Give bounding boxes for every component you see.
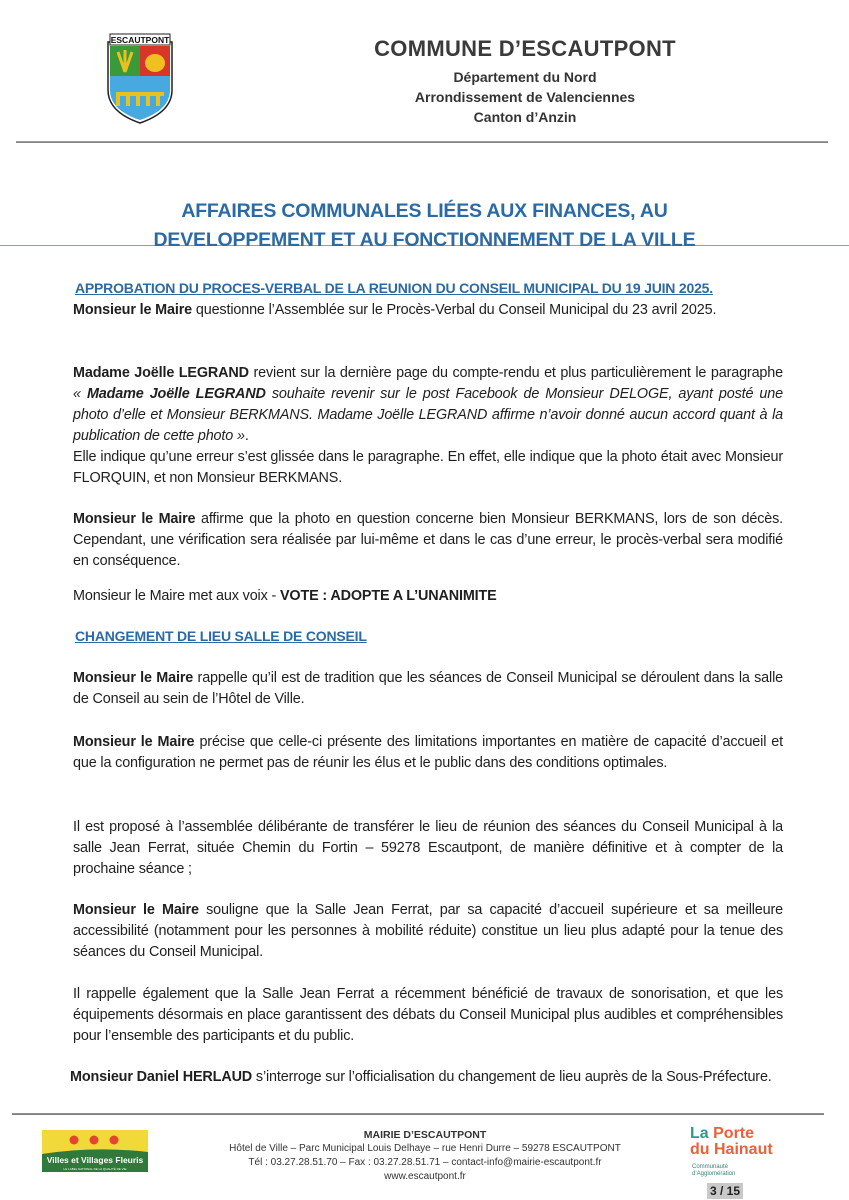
quoted-text: [73, 386, 783, 444]
speaker-name: Monsieur le Maire: [73, 734, 195, 750]
paragraph-10: [73, 984, 783, 1047]
header-arrondissement: Arrondissement de Valenciennes: [414, 89, 636, 105]
paragraph-text: s’interroge sur l’officialisation du changement de lieu auprès de la Sous-Préfecture.: [252, 1069, 772, 1085]
lph-porte: Porte: [713, 1125, 755, 1142]
flower-icon: [110, 1136, 119, 1145]
paragraph-7: [73, 732, 783, 774]
paragraph-text: Il rappelle également que la Salle Jean Ferrat a récemment bénéficié de travaux de sonorisation, et que les équipements désormais en place garantissent des débats du Conseil Municipal plus audibles et compréhensibles pour l’ensemble des participants et du public.: [73, 986, 783, 1044]
paragraph-4: [73, 509, 783, 572]
flower-icon: [70, 1136, 79, 1145]
paragraph-3: [73, 447, 783, 489]
footer-mairie-title: MAIRIE D’ESCAUTPONT: [363, 1129, 487, 1141]
commune-title: COMMUNE D’ESCAUTPONT: [374, 36, 676, 61]
page-number: 3 / 15: [707, 1183, 743, 1199]
paragraph-text: rappelle qu’il est de tradition que les séances de Conseil Municipal se déroulent dans la salle de Conseil au sein de l’Hôtel de Ville.: [73, 670, 783, 707]
footer-divider: [12, 1113, 824, 1115]
lph-sub1: Communauté: [692, 1164, 729, 1170]
vote-outcome: VOTE : ADOPTE A L’UNANIMITE: [279, 588, 497, 604]
paragraph-1: [73, 300, 783, 321]
vvf-logo-text: Villes et Villages Fleuris: [46, 1155, 144, 1165]
paragraph-text: Monsieur le Maire met aux voix -: [73, 588, 280, 604]
vvf-logo-subtext: LE LABEL NATIONAL DE LA QUALITÉ DE VIE: [63, 1167, 127, 1171]
crest-label: ESCAUTPONT: [110, 35, 170, 45]
lph-line2: [690, 1142, 780, 1158]
paragraph-text: affirme que la photo en question concerne bien Monsieur BERKMANS, lors de son décès. Cependant, une vérification sera réalisée par lui-même et dans le cas d’une erreur, le procès-verbal sera modifié en conséquence.: [73, 511, 783, 569]
vote-result: [73, 586, 783, 607]
footer-website[interactable]: www.escautpont.fr: [384, 1171, 466, 1182]
section-title-line2: DEVELOPPEMENT ET AU FONCTIONNEMENT DE LA VILLE: [153, 229, 696, 251]
paragraph-6: [73, 668, 783, 710]
paragraph-9: [73, 900, 783, 963]
quoted-speaker: Madame Joëlle LEGRAND: [86, 386, 266, 402]
lph-hainaut: Hainaut: [714, 1141, 773, 1158]
paragraph-text: précise que celle-ci présente des limitations importantes en matière de capacité d’accueil et que la configuration ne permet pas de réunir les élus et le public dans des conditions optimales.: [73, 734, 783, 771]
speaker-name: Monsieur le Maire: [73, 302, 193, 318]
paragraph-text: revient sur la dernière page du compte-rendu et plus particulièrement le paragraphe: [248, 365, 783, 381]
lph-du: du: [690, 1141, 710, 1158]
paragraph-text: questionne l’Assemblée sur le Procès-Verbal du Conseil Municipal du 23 avril 2025.: [192, 302, 717, 318]
speaker-name: Monsieur Daniel HERLAUD: [70, 1069, 253, 1085]
lph-sub2: d’Agglomération: [692, 1171, 736, 1177]
quote-body: souhaite revenir sur le post Facebook de Monsieur DELOGE, ayant posté une photo d’elle et Monsieur BERKMANS. Madame Joëlle LEGRAND affirme n’avoir donné aucun accord quant à la publication de cette photo »: [73, 386, 783, 444]
paragraph-text: Elle indique qu’une erreur s’est glissée dans le paragraphe. En effet, elle indique que la photo était avec Monsieur FLORQUIN, et non Monsieur BERKMANS.: [73, 449, 783, 486]
subheading-changement-lieu: CHANGEMENT DE LIEU SALLE DE CONSEIL: [75, 628, 367, 644]
footer-contact: Tél : 03.27.28.51.70 – Fax : 03.27.28.51.71 – contact-info@mairie-escautpont.fr: [248, 1157, 602, 1168]
paragraph-11: [70, 1067, 780, 1088]
flower-icon: [90, 1136, 99, 1145]
paragraph-end: .: [244, 428, 249, 444]
paragraph-text: souligne que la Salle Jean Ferrat, par sa capacité d’accueil supérieure et sa meilleure accessibilité (notamment pour les personnes à mobilité réduite) constitue un lieu plus adapté pour la tenue des séances du Conseil Municipal.: [73, 902, 783, 960]
section-title-line1: AFFAIRES COMMUNALES LIÉES AUX FINANCES, AU: [181, 200, 668, 222]
header-departement: Département du Nord: [453, 69, 597, 85]
paragraph-text: Il est proposé à l’assemblée délibérante de transférer le lieu de réunion des séances du Conseil Municipal à la salle Jean Ferrat, située Chemin du Fortin – 59278 Escautpont, de manière définitive et à compter de la prochaine séance ;: [73, 819, 783, 877]
speaker-name: Monsieur le Maire: [73, 511, 196, 527]
speaker-name: Monsieur le Maire: [73, 902, 199, 918]
lph-line1: [690, 1126, 780, 1142]
quote-open: «: [73, 386, 87, 402]
villes-villages-fleuris-logo: [42, 1130, 148, 1172]
subheading-approbation-pv: APPROBATION DU PROCES-VERBAL DE LA REUNION DU CONSEIL MUNICIPAL DU 19 JUIN 2025.: [75, 280, 713, 296]
escautpont-crest-logo: [104, 30, 176, 125]
header-canton: Canton d’Anzin: [473, 109, 577, 125]
paragraph-8: [73, 817, 783, 880]
lph-la: La: [690, 1125, 709, 1142]
speaker-name: Madame Joëlle LEGRAND: [73, 365, 249, 381]
paragraph-2: [73, 363, 783, 447]
header-divider: [16, 141, 828, 143]
speaker-name: Monsieur le Maire: [73, 670, 194, 686]
footer-address: Hôtel de Ville – Parc Municipal Louis Delhaye – rue Henri Durre – 59278 ESCAUTPONT: [229, 1143, 621, 1154]
la-porte-du-hainaut-logo: [690, 1126, 780, 1178]
